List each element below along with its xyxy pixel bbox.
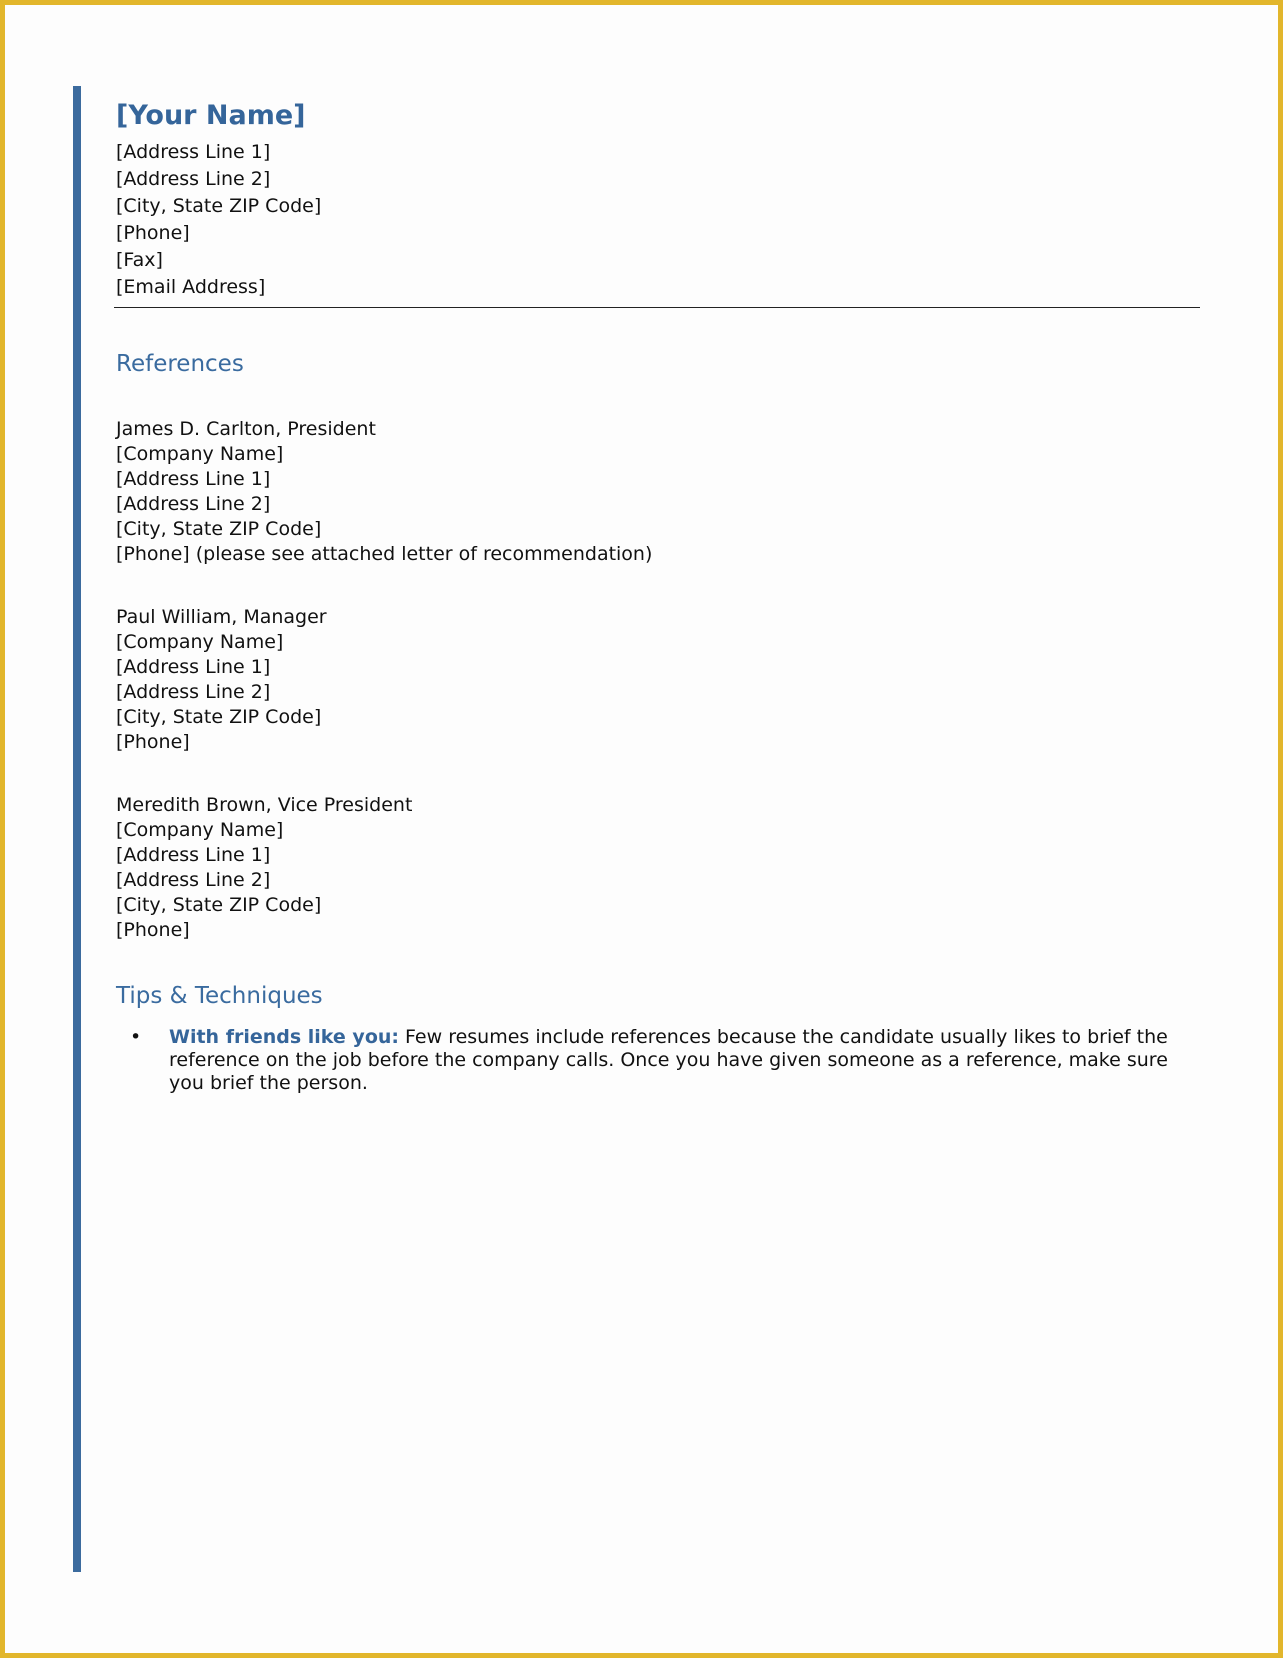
spacer: [116, 567, 1200, 605]
reference-name-title: James D. Carlton, President: [116, 418, 376, 440]
tip-lead: With friends like you:: [169, 1026, 399, 1048]
reference-company: [Company Name]: [116, 631, 284, 653]
reference-name-title: Meredith Brown, Vice President: [116, 794, 413, 816]
reference-company: [Company Name]: [116, 819, 284, 841]
reference-entry: [116, 605, 1200, 755]
bullet-icon: •: [130, 1026, 142, 1048]
reference-address-line-1: [Address Line 1]: [116, 656, 271, 678]
contact-email: [Email Address]: [116, 276, 266, 298]
tip-body: Few resumes include references because the candidate usually likes to brief the reference on the job before the company calls. Once you have given someone as a reference, make sure you brief the person.: [169, 1026, 1168, 1094]
reference-city-state-zip: [City, State ZIP Code]: [116, 894, 322, 916]
references-heading: References: [116, 351, 244, 377]
reference-phone: [Phone] (please see attached letter of recommendation): [116, 543, 653, 565]
reference-company: [Company Name]: [116, 443, 284, 465]
contact-fax: [Fax]: [116, 249, 163, 271]
contact-address-line-2: [Address Line 2]: [116, 168, 271, 190]
reference-phone: [Phone]: [116, 919, 190, 941]
contact-city-state-zip: [City, State ZIP Code]: [116, 195, 322, 217]
reference-entry: [116, 793, 1200, 943]
reference-name-title: Paul William, Manager: [116, 606, 327, 628]
page-title: [Your Name]: [116, 100, 306, 131]
reference-city-state-zip: [City, State ZIP Code]: [116, 518, 322, 540]
header-block: [116, 96, 1200, 301]
contact-phone: [Phone]: [116, 222, 190, 244]
reference-phone: [Phone]: [116, 731, 190, 753]
reference-address-line-2: [Address Line 2]: [116, 681, 271, 703]
contact-info: [116, 139, 1200, 301]
tips-heading: Tips & Techniques: [116, 983, 323, 1009]
tip-text: [169, 1026, 1199, 1095]
reference-city-state-zip: [City, State ZIP Code]: [116, 706, 322, 728]
header-divider: [114, 307, 1200, 308]
references-list: [116, 417, 1200, 943]
spacer: [116, 755, 1200, 793]
contact-address-line-1: [Address Line 1]: [116, 141, 271, 163]
sidebar-accent-bar: [73, 86, 81, 1572]
tip-item: [130, 1026, 1200, 1095]
reference-address-line-2: [Address Line 2]: [116, 869, 271, 891]
reference-entry: [116, 417, 1200, 567]
reference-address-line-2: [Address Line 2]: [116, 493, 271, 515]
reference-address-line-1: [Address Line 1]: [116, 468, 271, 490]
reference-address-line-1: [Address Line 1]: [116, 844, 271, 866]
